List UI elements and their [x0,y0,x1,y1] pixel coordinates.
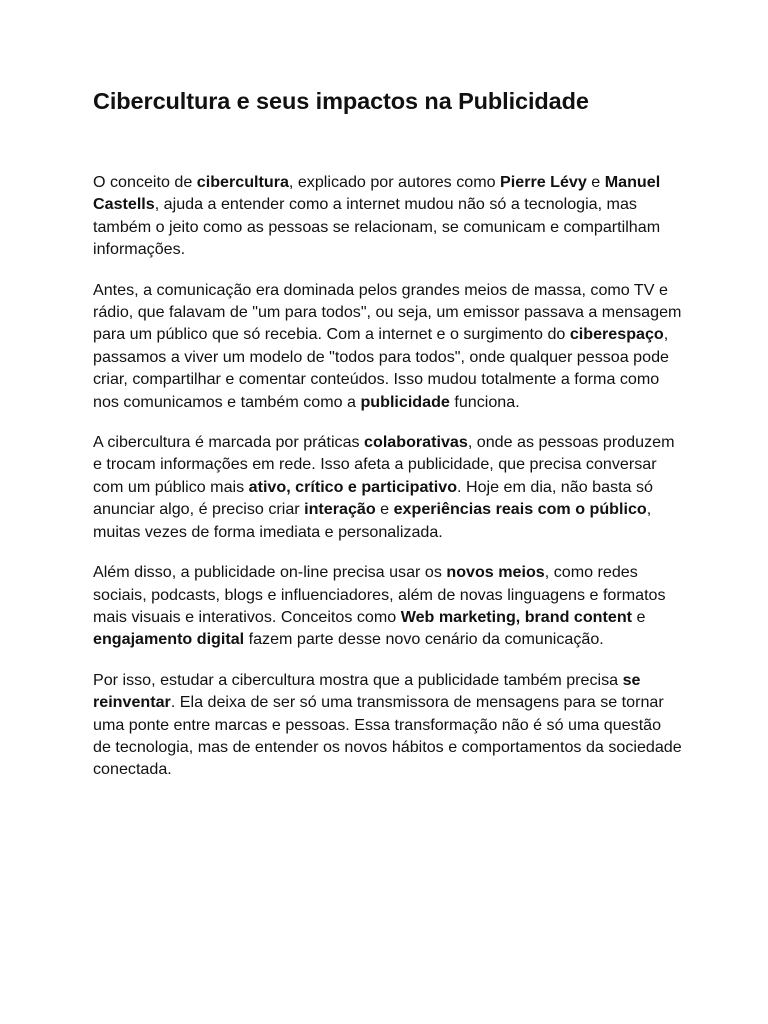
bold-text: se reinventar [93,670,641,712]
paragraph [93,171,683,261]
bold-text: interação [304,500,376,519]
paragraph [93,561,683,651]
text-run: , como redes sociais, podcasts, blogs e influenciadores, além de novas linguagens e formatos mais visuais e interativos. Conceitos como [93,563,666,626]
text-run: . Ela deixa de ser só uma transmissora de mensagens para se tornar uma ponte entre marcas e pessoas. Essa transformação não é só uma questão de tecnologia, mas de entender os novos hábitos e comportamentos da sociedade conectada. [93,693,682,779]
text-run: , onde as pessoas produzem e trocam informações em rede. Isso afeta a publicidade, que precisa conversar com um público mais [93,433,675,496]
bold-text: cibercultura [196,173,289,191]
bold-text: experiências reais com o público [393,500,647,519]
bold-text: engajamento digital [93,630,245,649]
bold-text: Manuel Castells [93,173,661,214]
bold-text: publicidade [360,392,450,411]
text-run: e [375,500,394,519]
bold-text: novos meios [446,563,545,582]
text-run: , muitas vezes de forma imediata e personalizada. [93,500,652,541]
bold-text: ativo, crítico e participativo [248,477,458,496]
document-title: Cibercultura e seus impactos na Publicidade [93,88,589,114]
paragraph [93,431,683,543]
document-page [93,84,683,799]
text-run: . Hoje em dia, não basta só anunciar algo, é preciso criar [93,477,653,519]
bold-text: colaborativas [364,433,468,452]
text-run: Por isso, estudar a cibercultura mostra que a publicidade também precisa [93,670,623,689]
text-run: funciona. [449,392,520,411]
text-run: O conceito de [93,173,197,191]
text-run: , ajuda a entender como a internet mudou não só a tecnologia, mas também o jeito como as pessoas se relacionam, se comunicam e compartilham informações. [93,195,661,259]
document-body [93,171,683,781]
text-run: Além disso, a publicidade on-line precisa usar os [93,563,447,582]
text-run: , passamos a viver um modelo de "todos para todos", onde qualquer pessoa pode criar, compartilhar e comentar conteúdos. Isso mudou totalmente a forma como nos comunicamos e também como a [93,325,669,411]
text-run: Antes, a comunicação era dominada pelos grandes meios de massa, como TV e rádio, que falavam de "um para todos", ou seja, um emissor passava a mensagem para um público que só recebia. Com a internet e o surgimento do [93,280,682,344]
text-run: fazem parte desse novo cenário da comunicação. [244,630,604,649]
bold-text: Pierre Lévy [500,173,587,191]
text-run: , explicado por autores como [288,173,501,191]
paragraph [93,669,683,781]
bold-text: ciberespaço [569,325,664,344]
text-run: e [632,607,646,626]
text-run: e [586,173,605,191]
paragraph [93,279,683,413]
bold-text: Web marketing, brand content [400,607,633,626]
text-run: A cibercultura é marcada por práticas [93,433,365,452]
